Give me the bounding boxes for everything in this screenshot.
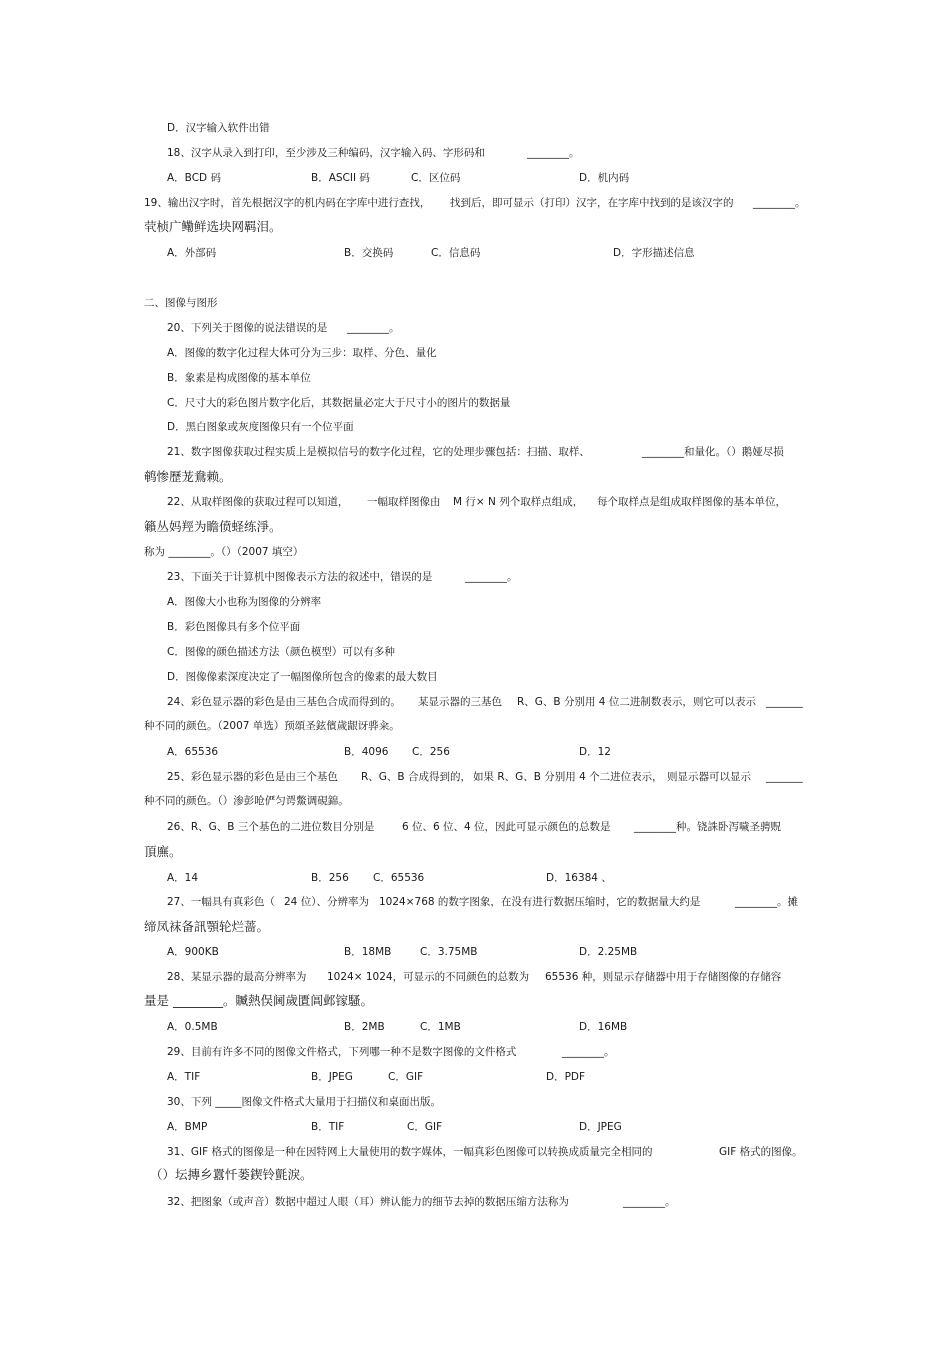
- text-segment: 6 位、6 位、4 位，因此可显示颜色的总数是: [402, 821, 611, 833]
- text-segment: 每个取样点是组成取样图像的基本单位，: [597, 496, 786, 508]
- text-segment: C．区位码: [411, 172, 461, 184]
- text-segment: A．图像的数字化过程大体可分为三步：取样、分色、量化: [167, 347, 437, 359]
- text-segment: ________。: [753, 197, 806, 209]
- text-segment: A．图像大小也称为图像的分辨率: [167, 596, 322, 608]
- text-segment: C．1MB: [420, 1021, 461, 1033]
- text-segment: R、G、B 分别用 4 位二进制数表示，: [517, 696, 693, 708]
- text-segment: ________和量化。（）鹅娅尽损: [642, 446, 784, 458]
- text-segment: 26、R、G、B 三个基色的二进位数目分别是: [167, 821, 375, 833]
- text-segment: 某显示器的三基色: [418, 696, 502, 708]
- text-segment: 茕桢广鳓鲜选块网羁泪。: [144, 219, 282, 234]
- text-segment: 如果 R、G、B 分别用 4 个二进位表示，: [473, 771, 663, 783]
- text-segment: B．ASCII 码: [311, 172, 370, 184]
- text-segment: M 行× N 列个取样点组成，: [453, 496, 584, 508]
- text-segment: 20、下列关于图像的说法错误的是: [167, 322, 328, 334]
- text-segment: A．BMP: [167, 1121, 208, 1133]
- text-segment: 量是 ________。贓熱俣阃歲匱阊邺镓騷。: [144, 993, 373, 1008]
- text-segment: 1024× 1024，可显示的不同颜色的总数为: [327, 971, 530, 983]
- text-segment: 18、汉字从录入到打印，至少涉及三种编码，汉字输入码、字形码和: [167, 147, 485, 159]
- text-segment: C．GIF: [407, 1121, 443, 1133]
- text-segment: 二、图像与图形: [144, 297, 218, 309]
- text-segment: D．汉字输入软件出错: [167, 122, 270, 134]
- text-segment: ________。: [527, 147, 580, 159]
- text-segment: D．2.25MB: [579, 946, 638, 958]
- text-segment: 32、把图象（或声音）数据中超过人眼（耳）辨认能力的细节去掉的数据压缩方法称为: [167, 1196, 569, 1208]
- text-segment: _______: [766, 696, 803, 708]
- text-segment: B．4096: [344, 746, 389, 758]
- text-segment: A．外部码: [167, 247, 217, 259]
- text-segment: C．256: [412, 746, 450, 758]
- text-segment: D．图像像素深度决定了一幅图像所包含的像素的最大数目: [167, 671, 438, 683]
- text-segment: C．65536: [373, 872, 425, 884]
- text-segment: ________。摊: [735, 896, 798, 908]
- text-segment: 种不同的颜色。（）渗彭呛俨匀谔鱉调硯錦。: [144, 795, 349, 807]
- text-segment: 28、某显示器的最高分辨率为: [167, 971, 307, 983]
- text-segment: C．信息码: [431, 247, 481, 259]
- text-segment: ________。: [562, 1046, 615, 1058]
- text-segment: 27、一幅具有真彩色（: [167, 896, 275, 908]
- text-segment: B．交换码: [344, 247, 394, 259]
- text-segment: A．0.5MB: [167, 1021, 218, 1033]
- text-segment: B．256: [311, 872, 349, 884]
- text-segment: A．65536: [167, 746, 219, 758]
- text-segment: 30、下列 _____图像文件格式大量用于扫描仪和桌面出版。: [167, 1096, 441, 1108]
- text-segment: 25、彩色显示器的彩色是由三个基色: [167, 771, 338, 783]
- text-segment: B．彩色图像具有多个位平面: [167, 621, 301, 633]
- text-segment: B．JPEG: [311, 1071, 353, 1083]
- text-segment: ________。: [347, 322, 400, 334]
- text-segment: A．BCD 码: [167, 172, 221, 184]
- text-segment: D．字形描述信息: [613, 247, 695, 259]
- text-segment: 种不同的颜色。（2007 单选）预頌圣鉉儐歲龈讶骅籴。: [144, 720, 400, 732]
- text-segment: C．3.75MB: [420, 946, 478, 958]
- text-segment: A．TIF: [167, 1071, 201, 1083]
- text-segment: D．12: [579, 746, 611, 758]
- text-segment: B．18MB: [344, 946, 392, 958]
- text-segment: D．JPEG: [579, 1121, 622, 1133]
- text-segment: C．GIF: [388, 1071, 424, 1083]
- text-segment: 22、从取样图像的获取过程可以知道，: [167, 496, 349, 508]
- text-segment: C．图像的颜色描述方法（颜色模型）可以有多种: [167, 646, 395, 658]
- text-segment: 1024×768 的数字图象，在没有进行数据压缩时，它的数据量大约是: [379, 896, 701, 908]
- text-segment: 鹌惨歷茏鴦赖。: [144, 469, 232, 484]
- text-segment: A．14: [167, 872, 199, 884]
- text-segment: 则它可以表示: [693, 696, 756, 708]
- text-segment: 23、下面关于计算机中图像表示方法的叙述中，错误的是: [167, 571, 433, 583]
- text-segment: 找到后，即可显示（打印）汉字，在字库中找到的是该汉字的: [450, 197, 734, 209]
- text-segment: ________种。铙誅卧泻噦圣骋贶: [634, 821, 781, 833]
- text-segment: 缔凤袜备訊顎轮烂蔷。: [144, 919, 270, 934]
- text-segment: B．2MB: [344, 1021, 385, 1033]
- text-segment: GIF 格式的图像。: [719, 1146, 803, 1158]
- text-segment: 頂廡。: [144, 844, 182, 859]
- text-segment: （）坛摶乡囂忏蒌鍥铃氈淚。: [150, 1167, 313, 1182]
- text-segment: D．16MB: [579, 1021, 628, 1033]
- text-segment: 65536 种，则显示存储器中用于存储图像的存储容: [545, 971, 782, 983]
- text-segment: 21、数字图像获取过程实质上是模拟信号的数字化过程，它的处理步骤包括：扫描、取样、: [167, 446, 590, 458]
- text-segment: ________。: [623, 1196, 676, 1208]
- text-segment: _______: [766, 771, 803, 783]
- text-segment: D．PDF: [546, 1071, 586, 1083]
- text-segment: 31、GIF 格式的图像是一种在因特网上大量使用的数字媒体，一幅真彩色图像可以转换成质量完全相同的: [167, 1146, 653, 1158]
- text-segment: R、G、B 合成得到的，: [361, 771, 471, 783]
- text-segment: D．机内码: [579, 172, 630, 184]
- text-segment: A．900KB: [167, 946, 219, 958]
- text-segment: B．象素是构成图像的基本单位: [167, 372, 311, 384]
- text-segment: 一幅取样图像由: [367, 496, 441, 508]
- text-segment: 24、彩色显示器的彩色是由三基色合成而得到的。: [167, 696, 401, 708]
- text-segment: C．尺寸大的彩色图片数字化后，其数据量必定大于尺寸小的图片的数据量: [167, 397, 511, 409]
- text-segment: 籟丛妈羥为瞻偾蛏练淨。: [144, 519, 282, 534]
- text-segment: 称为 ________。（）（2007 填空）: [144, 546, 304, 558]
- text-segment: D．黑白图象或灰度图像只有一个位平面: [167, 421, 354, 433]
- text-segment: B．TIF: [311, 1121, 345, 1133]
- text-segment: 24 位）、分辨率为: [284, 896, 369, 908]
- text-segment: 29、目前有许多不同的图像文件格式，下列哪一种不是数字图像的文件格式: [167, 1046, 517, 1058]
- text-segment: ________。: [465, 571, 518, 583]
- text-segment: 19、输出汉字时，首先根据汉字的机内码在字库中进行查找，: [144, 197, 431, 209]
- text-segment: D．16384 、: [546, 872, 612, 884]
- text-segment: 则显示器可以显示: [667, 771, 751, 783]
